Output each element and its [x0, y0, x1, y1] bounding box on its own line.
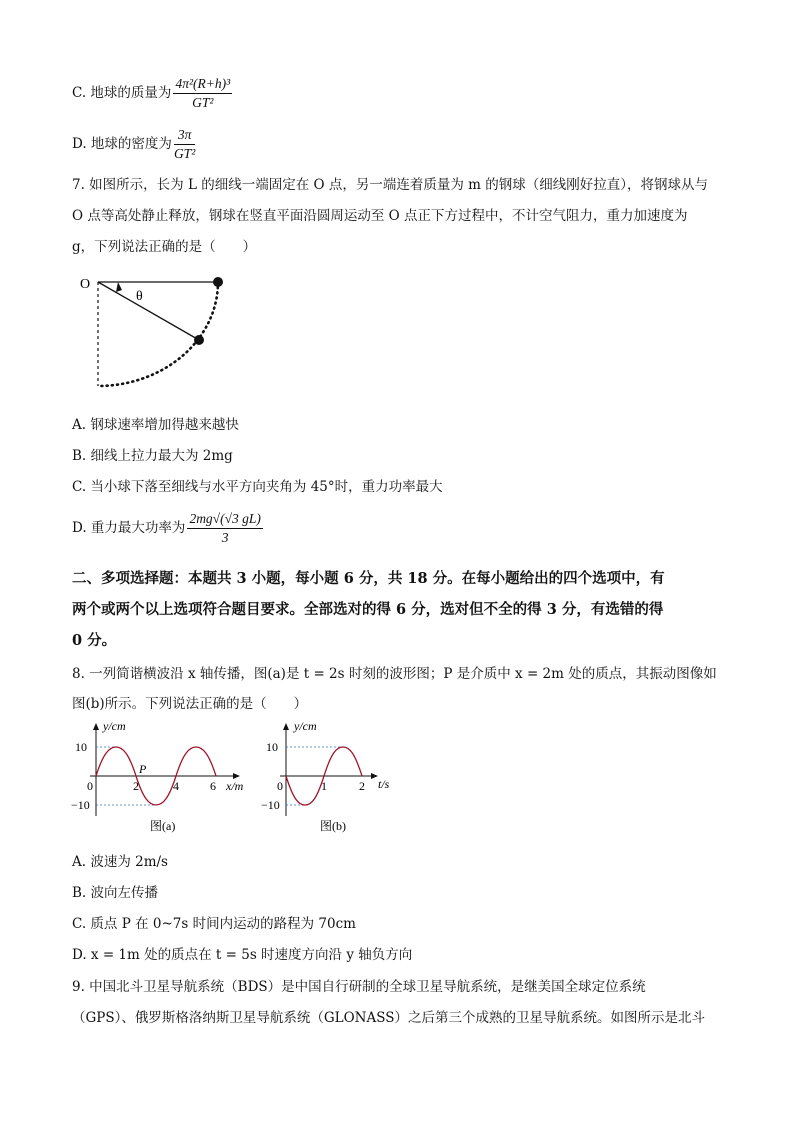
- q6-option-c-fraction: $\frac{\text{4π²(R+h)³}}{\text{GT²}}$: [175, 76, 231, 110]
- q8b-x-axis-label: t/s: [378, 777, 390, 791]
- q7-string: [98, 282, 199, 340]
- q8b-tick-2: 2: [359, 779, 365, 793]
- q8b-y-top: 10: [266, 740, 278, 754]
- q7-option-b: B. 细线上拉力最大为 2mg: [72, 448, 233, 464]
- q8b-y-axis-label: y/cm: [294, 719, 317, 733]
- q7-option-d-fraction: $\frac{2mg√(√3 gL)}{3}$: [189, 511, 261, 545]
- q8a-y-top: 10: [75, 740, 87, 754]
- q8-option-a: A. 波速为 2m/s: [72, 854, 168, 870]
- q9-stem-line1: 9. 中国北斗卫星导航系统（BDS）是中国自行研制的全球卫星导航系统，是继美国全球定位系统: [72, 979, 646, 995]
- q8b-y-arrow: [283, 723, 289, 730]
- q7-option-c: C. 当小球下落至细线与水平方向夹角为 45°时，重力功率最大: [72, 479, 443, 495]
- q7-option-a: A. 钢球速率增加得越来越快: [72, 417, 239, 433]
- q8-figure-a: [70, 718, 260, 838]
- q8a-tick-4: 4: [173, 779, 179, 793]
- q6-option-d-fraction: $\frac{3\pi}{\text{GT²}}$: [173, 127, 196, 161]
- q8a-y-arrow: [93, 723, 99, 730]
- q8-figure-b: [258, 718, 408, 838]
- section2-heading-line3: 0 分。: [72, 632, 117, 649]
- q8a-caption: 图(a): [150, 819, 176, 833]
- q8b-tick-1: 1: [321, 779, 327, 793]
- q7-stem-line1: 7. 如图所示，长为 L 的细线一端固定在 O 点，另一端连着质量为 m 的钢球（细线刚好拉直），将钢球从与: [72, 177, 709, 193]
- q7-ball-start: [213, 277, 223, 287]
- q8a-origin: 0: [87, 779, 93, 793]
- q8b-origin: 0: [277, 779, 283, 793]
- q7-label-theta: θ: [136, 289, 143, 304]
- q7-ball-current: [194, 335, 204, 345]
- q9-stem-line2: （GPS）、俄罗斯格洛纳斯卫星导航系统（GLONASS）之后第三个成熟的卫星导航系统。如图所示是北斗: [72, 1010, 706, 1026]
- q8-option-b: B. 波向左传播: [72, 885, 159, 901]
- q8-stem-line2: 图(b)所示。下列说法正确的是（ ）: [72, 696, 308, 712]
- q8a-tick-6: 6: [210, 779, 216, 793]
- q6-option-d: D. 地球的密度为 $\frac{3\pi}{\text{GT²}}$: [72, 127, 196, 161]
- q8a-y-axis-label: y/cm: [103, 719, 126, 733]
- q7-stem-line2: O 点等高处静止释放，钢球在竖直平面沿圆周运动至 O 点正下方过程中，不计空气阻力，重力加速度为: [72, 208, 688, 224]
- q8-option-d: D. x = 1m 处的质点在 t = 5s 时速度方向沿 y 轴负方向: [72, 947, 413, 963]
- q7-option-d: D. 重力最大功率为 $\frac{2mg√(√3 gL)}{3}$: [72, 511, 261, 545]
- q8-stem-line1: 8. 一列简谐横波沿 x 轴传播，图(a)是 t = 2s 时刻的波形图；P 是介质中 x = 2m 处的质点，其振动图像如: [72, 666, 717, 682]
- section2-heading-line2: 两个或两个以上选项符合题目要求。全部选对的得 6 分，选对但不全的得 3 分，有选错的得: [72, 601, 664, 618]
- q7-pendulum-figure: [72, 268, 232, 396]
- q8a-x-axis-label: x/m: [226, 779, 244, 793]
- q7-angle-mark: [116, 282, 122, 292]
- q8a-point-P: P: [139, 762, 147, 776]
- q7-stem-line3: g，下列说法正确的是（ ）: [72, 239, 257, 255]
- q8-option-c: C. 质点 P 在 0~7s 时间内运动的路程为 70cm: [72, 916, 356, 932]
- q8b-x-arrow: [371, 773, 378, 779]
- q6-option-c: C. 地球的质量为 $\frac{\text{4π²(R+h)³}}{\text{GT²}}$: [72, 76, 231, 110]
- q8b-caption: 图(b): [320, 819, 346, 833]
- q8a-tick-2: 2: [133, 779, 139, 793]
- q7-dotted-arc: [98, 282, 218, 386]
- section2-heading-line1: 二、多项选择题：本题共 3 小题，每小题 6 分，共 18 分。在每小题给出的四个选项中，有: [72, 570, 665, 587]
- q8a-y-bottom: −10: [71, 798, 90, 812]
- q7-label-O: O: [80, 277, 91, 292]
- q8b-y-bottom: −10: [261, 798, 280, 812]
